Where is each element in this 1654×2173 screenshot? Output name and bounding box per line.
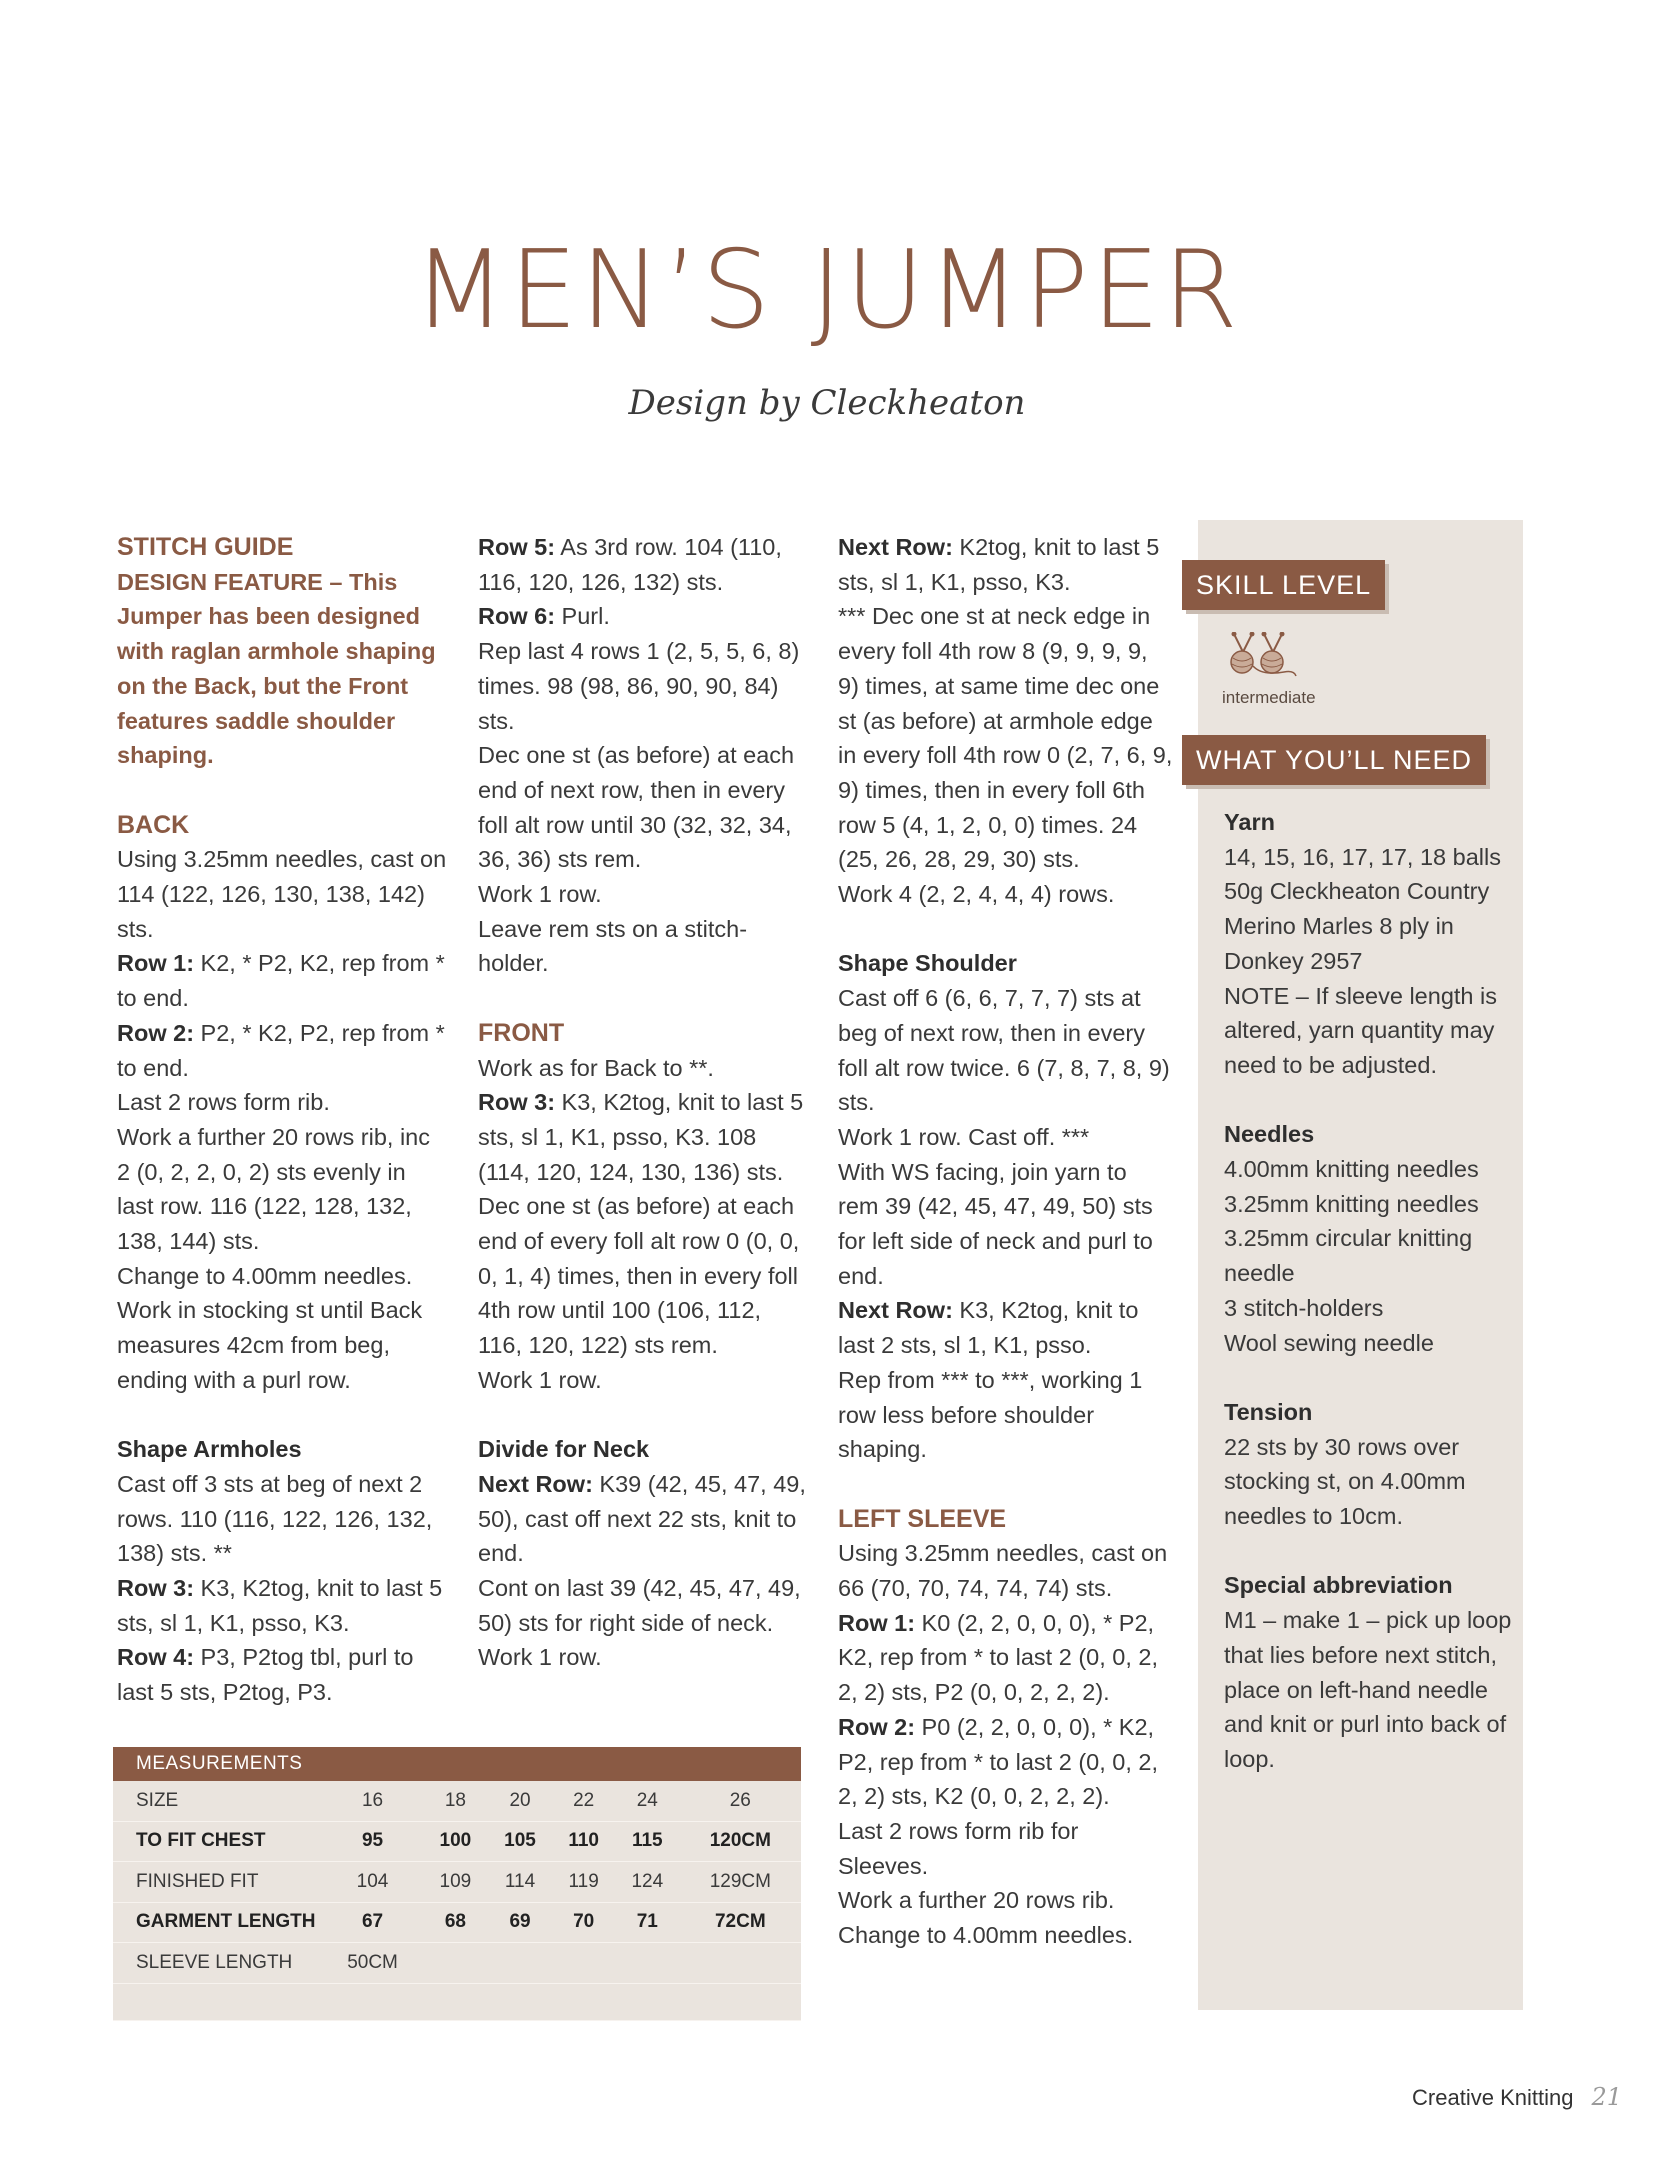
back-cast-on: Using 3.25mm needles, cast on 114 (122, 126, 130, 138, 142) sts. <box>117 846 447 942</box>
neck-next-row <box>478 1467 808 1571</box>
back-repeat: Rep last 4 rows 1 (2, 5, 5, 6, 8) times. 98 (98, 86, 90, 90, 84) sts. <box>478 638 800 734</box>
sidebar-content <box>1224 805 1514 1777</box>
back-work-row: Work 1 row. <box>478 881 602 908</box>
row-text: As 3rd row. 104 (110, 116, 120, 126, 132) sts. <box>478 534 782 595</box>
back-row-5 <box>478 530 808 599</box>
section-title-back: BACK <box>117 810 190 839</box>
sleeve-rib-note: Last 2 rows form rib for Sleeves. <box>838 1817 1079 1879</box>
needles-title: Needles <box>1224 1121 1315 1148</box>
table-cell: 110 <box>552 1821 615 1862</box>
table-cell <box>488 1943 553 1984</box>
row-label: Row 6: <box>478 603 556 630</box>
table-row <box>113 1862 801 1903</box>
table-cell: 26 <box>680 1781 801 1821</box>
subsection-shape-shoulder: Shape Shoulder <box>838 950 1017 977</box>
left-neck-next-row <box>838 1293 1173 1362</box>
table-cell: 105 <box>488 1821 553 1862</box>
table-cell: 104 <box>322 1862 423 1903</box>
abbreviation-title: Special abbreviation <box>1224 1572 1453 1599</box>
table-cell: 20 <box>488 1781 553 1821</box>
row-text: K0 (2, 2, 0, 0, 0), * P2, K2, rep from * to last 2 (0, 0, 2, 2, 2) sts, P2 (0, 0, 2, 2, 2). <box>838 1609 1159 1706</box>
back-row-2 <box>117 1016 447 1085</box>
armholes-row-3 <box>117 1571 447 1640</box>
magazine-name: Creative Knitting <box>1412 2085 1574 2110</box>
table-cell <box>113 1983 801 2020</box>
section-title-stitch-guide: STITCH GUIDE <box>117 533 294 561</box>
row-text: Purl. <box>555 603 610 630</box>
row-label: TO FIT CHEST <box>113 1821 322 1862</box>
column-2 <box>478 530 808 1675</box>
row-text: K3, K2tog, knit to last 5 sts, sl 1, K1, psso, K3. <box>117 1575 443 1636</box>
row-text: P3, P2tog tbl, purl to last 5 sts, P2tog, P3. <box>117 1644 414 1706</box>
table-row-empty <box>113 1983 801 2020</box>
table-cell <box>680 1943 801 1984</box>
neck-work-rows: Work 4 (2, 2, 4, 4, 4) rows. <box>838 881 1115 908</box>
row-label: Row 2: <box>117 1019 195 1046</box>
table-cell <box>552 1943 615 1984</box>
table-cell: 50CM <box>322 1943 423 1984</box>
back-row-1 <box>117 946 447 1015</box>
row-label: Row 5: <box>478 534 556 560</box>
armholes-row-4 <box>117 1640 447 1709</box>
row-label: Next Row: <box>478 1470 593 1497</box>
skill-level-label: intermediate <box>1222 688 1316 707</box>
row-label: Row 3: <box>117 1575 195 1602</box>
front-row-3 <box>478 1085 808 1189</box>
page-footer <box>1412 2083 1622 2111</box>
needle-item: 4.00mm knitting needles <box>1224 1156 1479 1183</box>
row-text: K2, * P2, K2, rep from * to end. <box>117 950 445 1012</box>
row-label: SIZE <box>113 1781 322 1821</box>
sleeve-change-needles: Change to 4.00mm needles. <box>838 1922 1134 1949</box>
table-cell: 129CM <box>680 1862 801 1903</box>
front-work-row: Work 1 row. <box>478 1366 602 1393</box>
abbreviation-text: M1 – make 1 – pick up loop that lies before next stitch, place on left-hand needle and knit or purl into back of loop. <box>1224 1607 1512 1772</box>
table-cell: 124 <box>615 1862 680 1903</box>
back-holder: Leave rem sts on a stitch-holder. <box>478 915 748 977</box>
skill-level-heading: SKILL LEVEL <box>1182 560 1385 610</box>
row-text: K39 (42, 45, 47, 49, 50), cast off next 22 sts, knit to end. <box>478 1470 806 1567</box>
table-row <box>113 1943 801 1984</box>
back-stocking-st: Work in stocking st until Back measures 42cm from beg, ending with a purl row. <box>117 1297 423 1393</box>
yarn-title: Yarn <box>1224 809 1275 835</box>
row-text: K3, K2tog, knit to last 5 sts, sl 1, K1, psso, K3. 108 (114, 120, 124, 130, 136) sts. <box>478 1089 804 1185</box>
sleeve-row-1 <box>838 1606 1173 1710</box>
needle-item: 3.25mm knitting needles <box>1224 1190 1479 1217</box>
yarn-text: 14, 15, 16, 17, 17, 18 balls 50g Cleckheaton Country Merino Marles 8 ply in Donkey 2957 <box>1224 843 1501 974</box>
row-label: Row 1: <box>838 1609 916 1636</box>
table-cell: 70 <box>552 1902 615 1943</box>
measurements-grid <box>113 1781 801 2021</box>
table-cell <box>615 1943 680 1984</box>
sleeve-rib-further: Work a further 20 rows rib. <box>838 1887 1115 1914</box>
measurements-table <box>113 1747 801 2021</box>
subsection-shape-armholes: Shape Armholes <box>117 1436 302 1463</box>
table-row <box>113 1821 801 1862</box>
design-feature-text: DESIGN FEATURE – This Jumper has been designed with raglan armhole shaping on the Back, but the Front features saddle shoulder shaping. <box>117 568 436 769</box>
row-label: GARMENT LENGTH <box>113 1902 322 1943</box>
table-row <box>113 1902 801 1943</box>
subsection-divide-neck: Divide for Neck <box>478 1436 650 1463</box>
front-work-as-back: Work as for Back to **. <box>478 1054 714 1081</box>
section-title-left-sleeve: LEFT SLEEVE <box>838 1504 1007 1533</box>
needle-item: 3.25mm circular knitting needle <box>1224 1225 1473 1287</box>
neck-dec: *** Dec one st at neck edge in every foll 4th row 8 (9, 9, 9, 9, 9) times, at same time dec one st (as before) at armhole edge in every foll 4th row 0 (2, 7, 6, 9, 9) times, then in every foll 6th row 5 (4, 1, 2, 0, 0) times. 24 (25, 26, 28, 29, 30) sts. <box>838 603 1173 873</box>
tension-title: Tension <box>1224 1398 1313 1425</box>
row-label: Row 2: <box>838 1713 916 1740</box>
armholes-cast-off: Cast off 3 sts at beg of next 2 rows. 110 (116, 122, 126, 132, 138) sts. ** <box>117 1470 433 1567</box>
needle-item: 3 stitch-holders <box>1224 1294 1384 1321</box>
table-cell: 115 <box>615 1821 680 1862</box>
row-text: K3, K2tog, knit to last 2 sts, sl 1, K1, psso. <box>838 1297 1139 1359</box>
back-change-needles: Change to 4.00mm needles. <box>117 1262 413 1289</box>
what-you-need-heading: WHAT YOU’LL NEED <box>1182 735 1486 785</box>
page-title: MEN’S JUMPER <box>413 228 1241 353</box>
neck-cont: Cont on last 39 (42, 45, 47, 49, 50) sts for right side of neck. <box>478 1575 801 1636</box>
front-dec: Dec one st (as before) at each end of every foll alt row 0 (0, 0, 0, 1, 4) times, then in every foll 4th row until 100 (106, 112, 116, 120, 122) sts rem. <box>478 1193 800 1359</box>
table-cell: 100 <box>423 1821 488 1862</box>
table-cell: 16 <box>322 1781 423 1821</box>
column-1 <box>117 530 447 1710</box>
yarn-note: NOTE – If sleeve length is altered, yarn quantity may need to be adjusted. <box>1224 982 1497 1078</box>
measurements-heading: MEASUREMENTS <box>113 1747 801 1781</box>
knitting-yarn-icon <box>1222 632 1302 682</box>
table-cell: 68 <box>423 1902 488 1943</box>
table-cell: 69 <box>488 1902 553 1943</box>
neck-work-row: Work 1 row. <box>478 1644 602 1671</box>
table-cell: 120CM <box>680 1821 801 1862</box>
row-text: P2, * K2, P2, rep from * to end. <box>117 1019 445 1081</box>
left-neck-join: With WS facing, join yarn to rem 39 (42, 45, 47, 49, 50) sts for left side of neck and purl to end. <box>838 1158 1153 1289</box>
table-cell: 67 <box>322 1902 423 1943</box>
page-number: 21 <box>1591 2083 1622 2111</box>
tension-text: 22 sts by 30 rows over stocking st, on 4.00mm needles to 10cm. <box>1224 1433 1466 1530</box>
row-label: Row 1: <box>117 950 195 977</box>
table-cell: 22 <box>552 1781 615 1821</box>
row-label: SLEEVE LENGTH <box>113 1943 322 1984</box>
column-3 <box>838 530 1173 1953</box>
row-text: P0 (2, 2, 0, 0, 0), * K2, P2, rep from * to last 2 (0, 0, 2, 2, 2) sts, K2 (0, 0, 2, 2, 2). <box>838 1713 1159 1810</box>
back-row-6 <box>478 599 808 634</box>
row-label: Row 3: <box>478 1089 556 1116</box>
table-cell: 24 <box>615 1781 680 1821</box>
back-rib-further: Work a further 20 rows rib, inc 2 (0, 2, 2, 0, 2) sts evenly in last row. 116 (122, 128, 132, 138, 144) sts. <box>117 1123 431 1255</box>
sleeve-row-2 <box>838 1710 1173 1814</box>
sleeve-cast-on: Using 3.25mm needles, cast on 66 (70, 70, 74, 74, 74) sts. <box>838 1540 1168 1602</box>
row-label: Row 4: <box>117 1644 195 1671</box>
section-title-front: FRONT <box>478 1018 565 1047</box>
designer-byline: Design by Cleckheaton <box>628 383 1026 423</box>
needle-item: Wool sewing needle <box>1224 1329 1434 1356</box>
back-rib-note: Last 2 rows form rib. <box>117 1089 330 1116</box>
row-label: Next Row: <box>838 1297 953 1324</box>
left-neck-repeat: Rep from *** to ***, working 1 row less before shoulder shaping. <box>838 1366 1143 1463</box>
shoulder-work-row: Work 1 row. Cast off. *** <box>838 1123 1090 1150</box>
row-label: Next Row: <box>838 534 953 560</box>
table-row <box>113 1781 801 1821</box>
table-cell: 119 <box>552 1862 615 1903</box>
table-cell: 72CM <box>680 1902 801 1943</box>
table-cell: 18 <box>423 1781 488 1821</box>
table-cell: 71 <box>615 1902 680 1943</box>
row-label: FINISHED FIT <box>113 1862 322 1903</box>
row-text: K2tog, knit to last 5 sts, sl 1, K1, psso, K3. <box>838 534 1160 595</box>
table-cell: 114 <box>488 1862 553 1903</box>
table-cell: 109 <box>423 1862 488 1903</box>
back-dec: Dec one st (as before) at each end of next row, then in every foll alt row until 30 (32, 32, 34, 36, 36) sts rem. <box>478 742 795 873</box>
table-cell <box>423 1943 488 1984</box>
table-cell: 95 <box>322 1821 423 1862</box>
shoulder-cast-off: Cast off 6 (6, 6, 7, 7, 7) sts at beg of next row, then in every foll alt row twice. 6 (7, 8, 7, 8, 9) sts. <box>838 985 1170 1116</box>
neck-next-row-2 <box>838 530 1173 599</box>
